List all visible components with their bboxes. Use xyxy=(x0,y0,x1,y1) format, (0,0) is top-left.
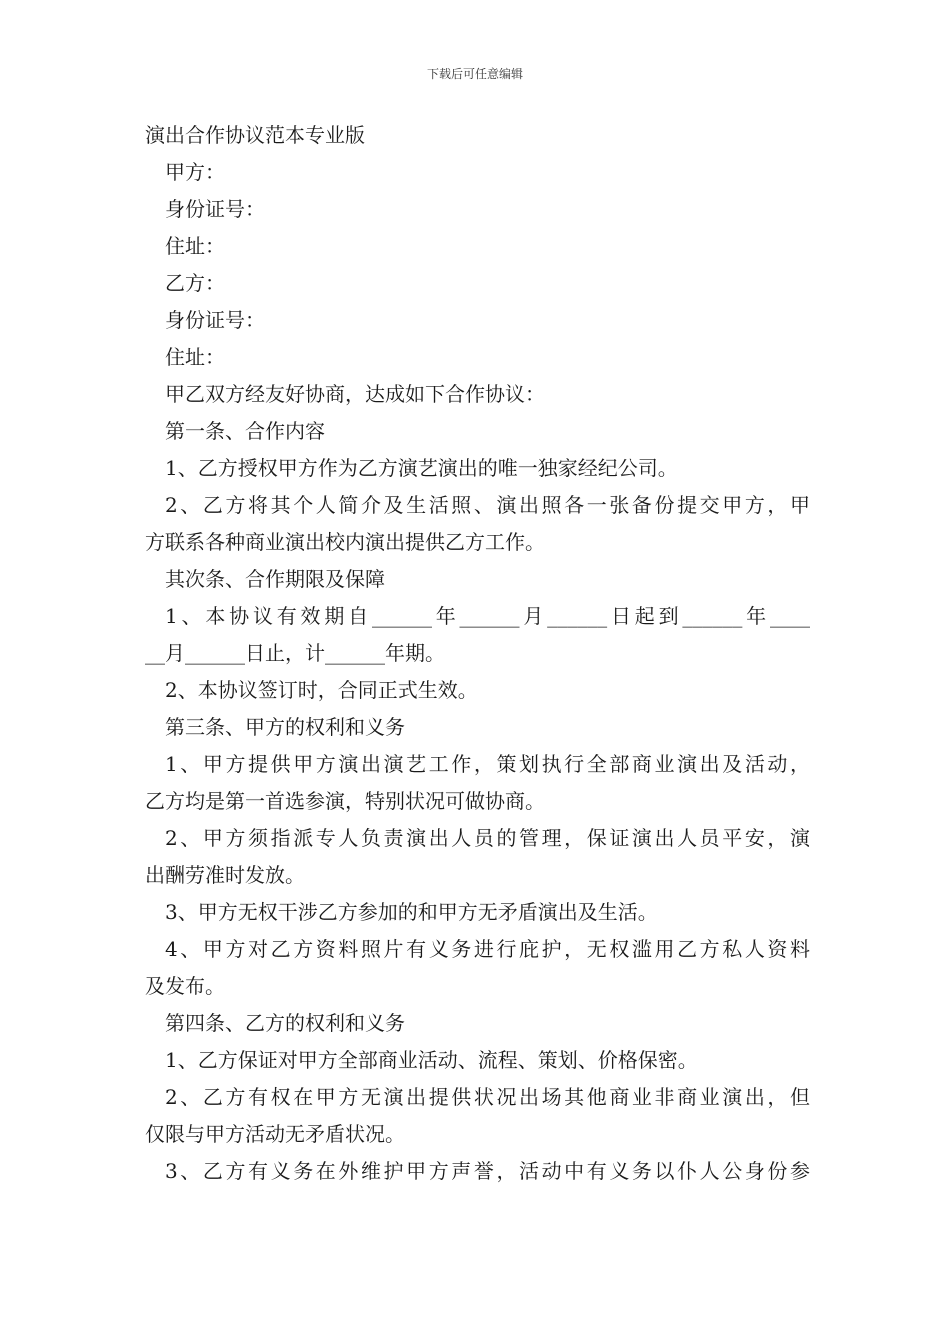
article-2-heading: 其次条、合作期限及保障 xyxy=(165,567,385,591)
document-title: 演出合作协议范本专业版 xyxy=(145,123,365,147)
article-3-clause-1: 1、甲方提供甲方演出演艺工作，策划执行全部商业演出及活动， xyxy=(165,752,810,776)
article-4-clause-3: 3、乙方有义务在外维护甲方声誉，活动中有义务以仆人公身份参 xyxy=(165,1159,810,1183)
party-b-label: 乙方： xyxy=(165,271,225,295)
article-4-clause-2-cont: 仅限与甲方活动无矛盾状况。 xyxy=(145,1122,405,1146)
article-3-clause-4: 4、甲方对乙方资料照片有义务进行庇护，无权滥用乙方私人资料 xyxy=(165,937,810,961)
article-2-clause-1-cont: __月______日止，计______年期。 xyxy=(145,641,445,665)
article-2-clause-2: 2、本协议签订时，合同正式生效。 xyxy=(165,678,478,702)
article-4-heading: 第四条、乙方的权利和义务 xyxy=(165,1011,405,1035)
party-a-address-label: 住址： xyxy=(165,234,225,258)
article-3-clause-1-cont: 乙方均是第一首选参演，特别状况可做协商。 xyxy=(145,789,545,813)
article-3-clause-2: 2、甲方须指派专人负责演出人员的管理，保证演出人员平安，演 xyxy=(165,826,810,850)
article-1-clause-1: 1、乙方授权甲方作为乙方演艺演出的唯一独家经纪公司。 xyxy=(165,456,678,480)
party-a-id-label: 身份证号： xyxy=(165,197,265,221)
agreement-intro: 甲乙双方经友好协商，达成如下合作协议： xyxy=(165,382,545,406)
article-1-clause-2-cont: 方联系各种商业演出校内演出提供乙方工作。 xyxy=(145,530,545,554)
article-4-clause-1: 1、乙方保证对甲方全部商业活动、流程、策划、价格保密。 xyxy=(165,1048,698,1072)
header-note: 下载后可任意编辑 xyxy=(426,67,523,81)
article-4-clause-2: 2、乙方有权在甲方无演出提供状况出场其他商业非商业演出，但 xyxy=(165,1085,810,1109)
article-1-clause-2: 2、乙方将其个人简介及生活照、演出照各一张备份提交甲方，甲 xyxy=(165,493,810,517)
article-3-clause-2-cont: 出酬劳准时发放。 xyxy=(145,863,305,887)
party-a-label: 甲方： xyxy=(165,160,225,184)
document-body xyxy=(145,117,810,1190)
article-3-heading: 第三条、甲方的权利和义务 xyxy=(165,715,405,739)
article-3-clause-3: 3、甲方无权干涉乙方参加的和甲方无矛盾演出及生活。 xyxy=(165,900,658,924)
article-1-heading: 第一条、合作内容 xyxy=(165,419,325,443)
party-b-address-label: 住址： xyxy=(165,345,225,369)
article-2-clause-1: 1、本协议有效期自______年______月______日起到______年____ xyxy=(165,604,810,628)
article-3-clause-4-cont: 及发布。 xyxy=(145,974,225,998)
party-b-id-label: 身份证号： xyxy=(165,308,265,332)
